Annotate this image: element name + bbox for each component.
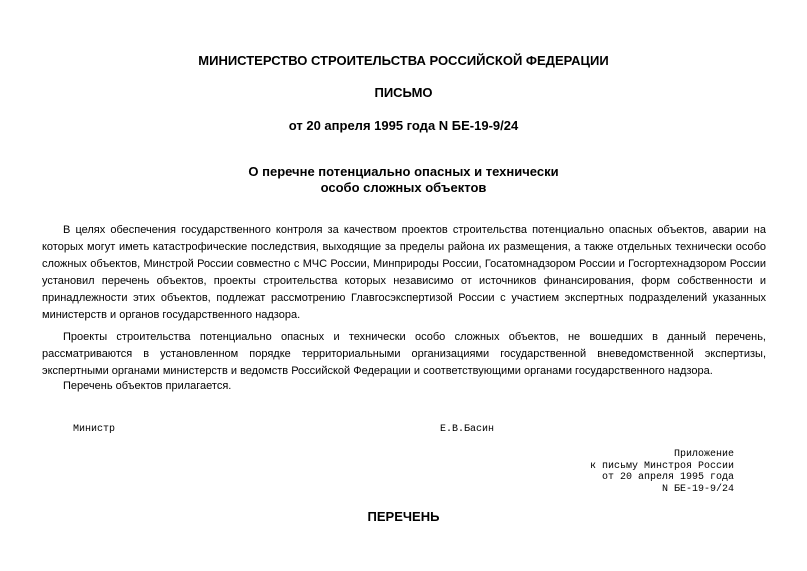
appendix-line-4: N БЕ-19-9/24 xyxy=(661,483,734,495)
appendix-block xyxy=(590,449,734,495)
subject-line-1: О перечне потенциально опасных и технически xyxy=(248,164,559,179)
subject-line-2: особо сложных объектов xyxy=(320,180,487,195)
body-paragraph-1: В целях обеспечения государственного контроля за качеством проектов строительства потенциально опасных объектов, аварии на которых могут иметь катастрофические последствия, выходящие за пределы района их размещения, а также отдельных технически особо сложных объектов, Минстрой России совместно с МЧС России, Минприроды России, Госатомнадзором России и Госгортехнадзором России установил перечень объектов, проекты строительства которых независимо от источников финансирования, форм собственности и принадлежности этих объектов, подлежат рассмотрению Главгосэкспертизой России с участием экспертных подразделений указанных министерств и органов государственного надзора. xyxy=(42,224,766,321)
appendix-line-3: от 20 апреля 1995 года xyxy=(601,472,734,483)
document-type-heading: ПИСЬМО xyxy=(374,85,433,100)
body-paragraph-2: Проекты строительства потенциально опасных и технически особо сложных объектов, не вошедших в данный перечень, рассматриваются в установленном порядке территориальными организациями государственной вневедомственной экспертизы, экспертными органами министерств и ведомств Российской Федерации и соответствующими органами государственного надзора. xyxy=(42,331,766,377)
signature-name: Е.В.Басин xyxy=(440,424,495,435)
signature-title: Министр xyxy=(73,424,116,435)
appendix-line-1: Приложение xyxy=(673,449,734,460)
list-title: ПЕРЕЧЕНЬ xyxy=(367,509,440,524)
body-paragraph-3: Перечень объектов прилагается. xyxy=(63,380,232,392)
date-number-heading: от 20 апреля 1995 года N БЕ-19-9/24 xyxy=(288,118,519,133)
ministry-heading: МИНИСТЕРСТВО СТРОИТЕЛЬСТВА РОССИЙСКОЙ ФЕДЕРАЦИИ xyxy=(198,53,609,68)
appendix-line-2: к письму Минстроя России xyxy=(589,460,734,472)
